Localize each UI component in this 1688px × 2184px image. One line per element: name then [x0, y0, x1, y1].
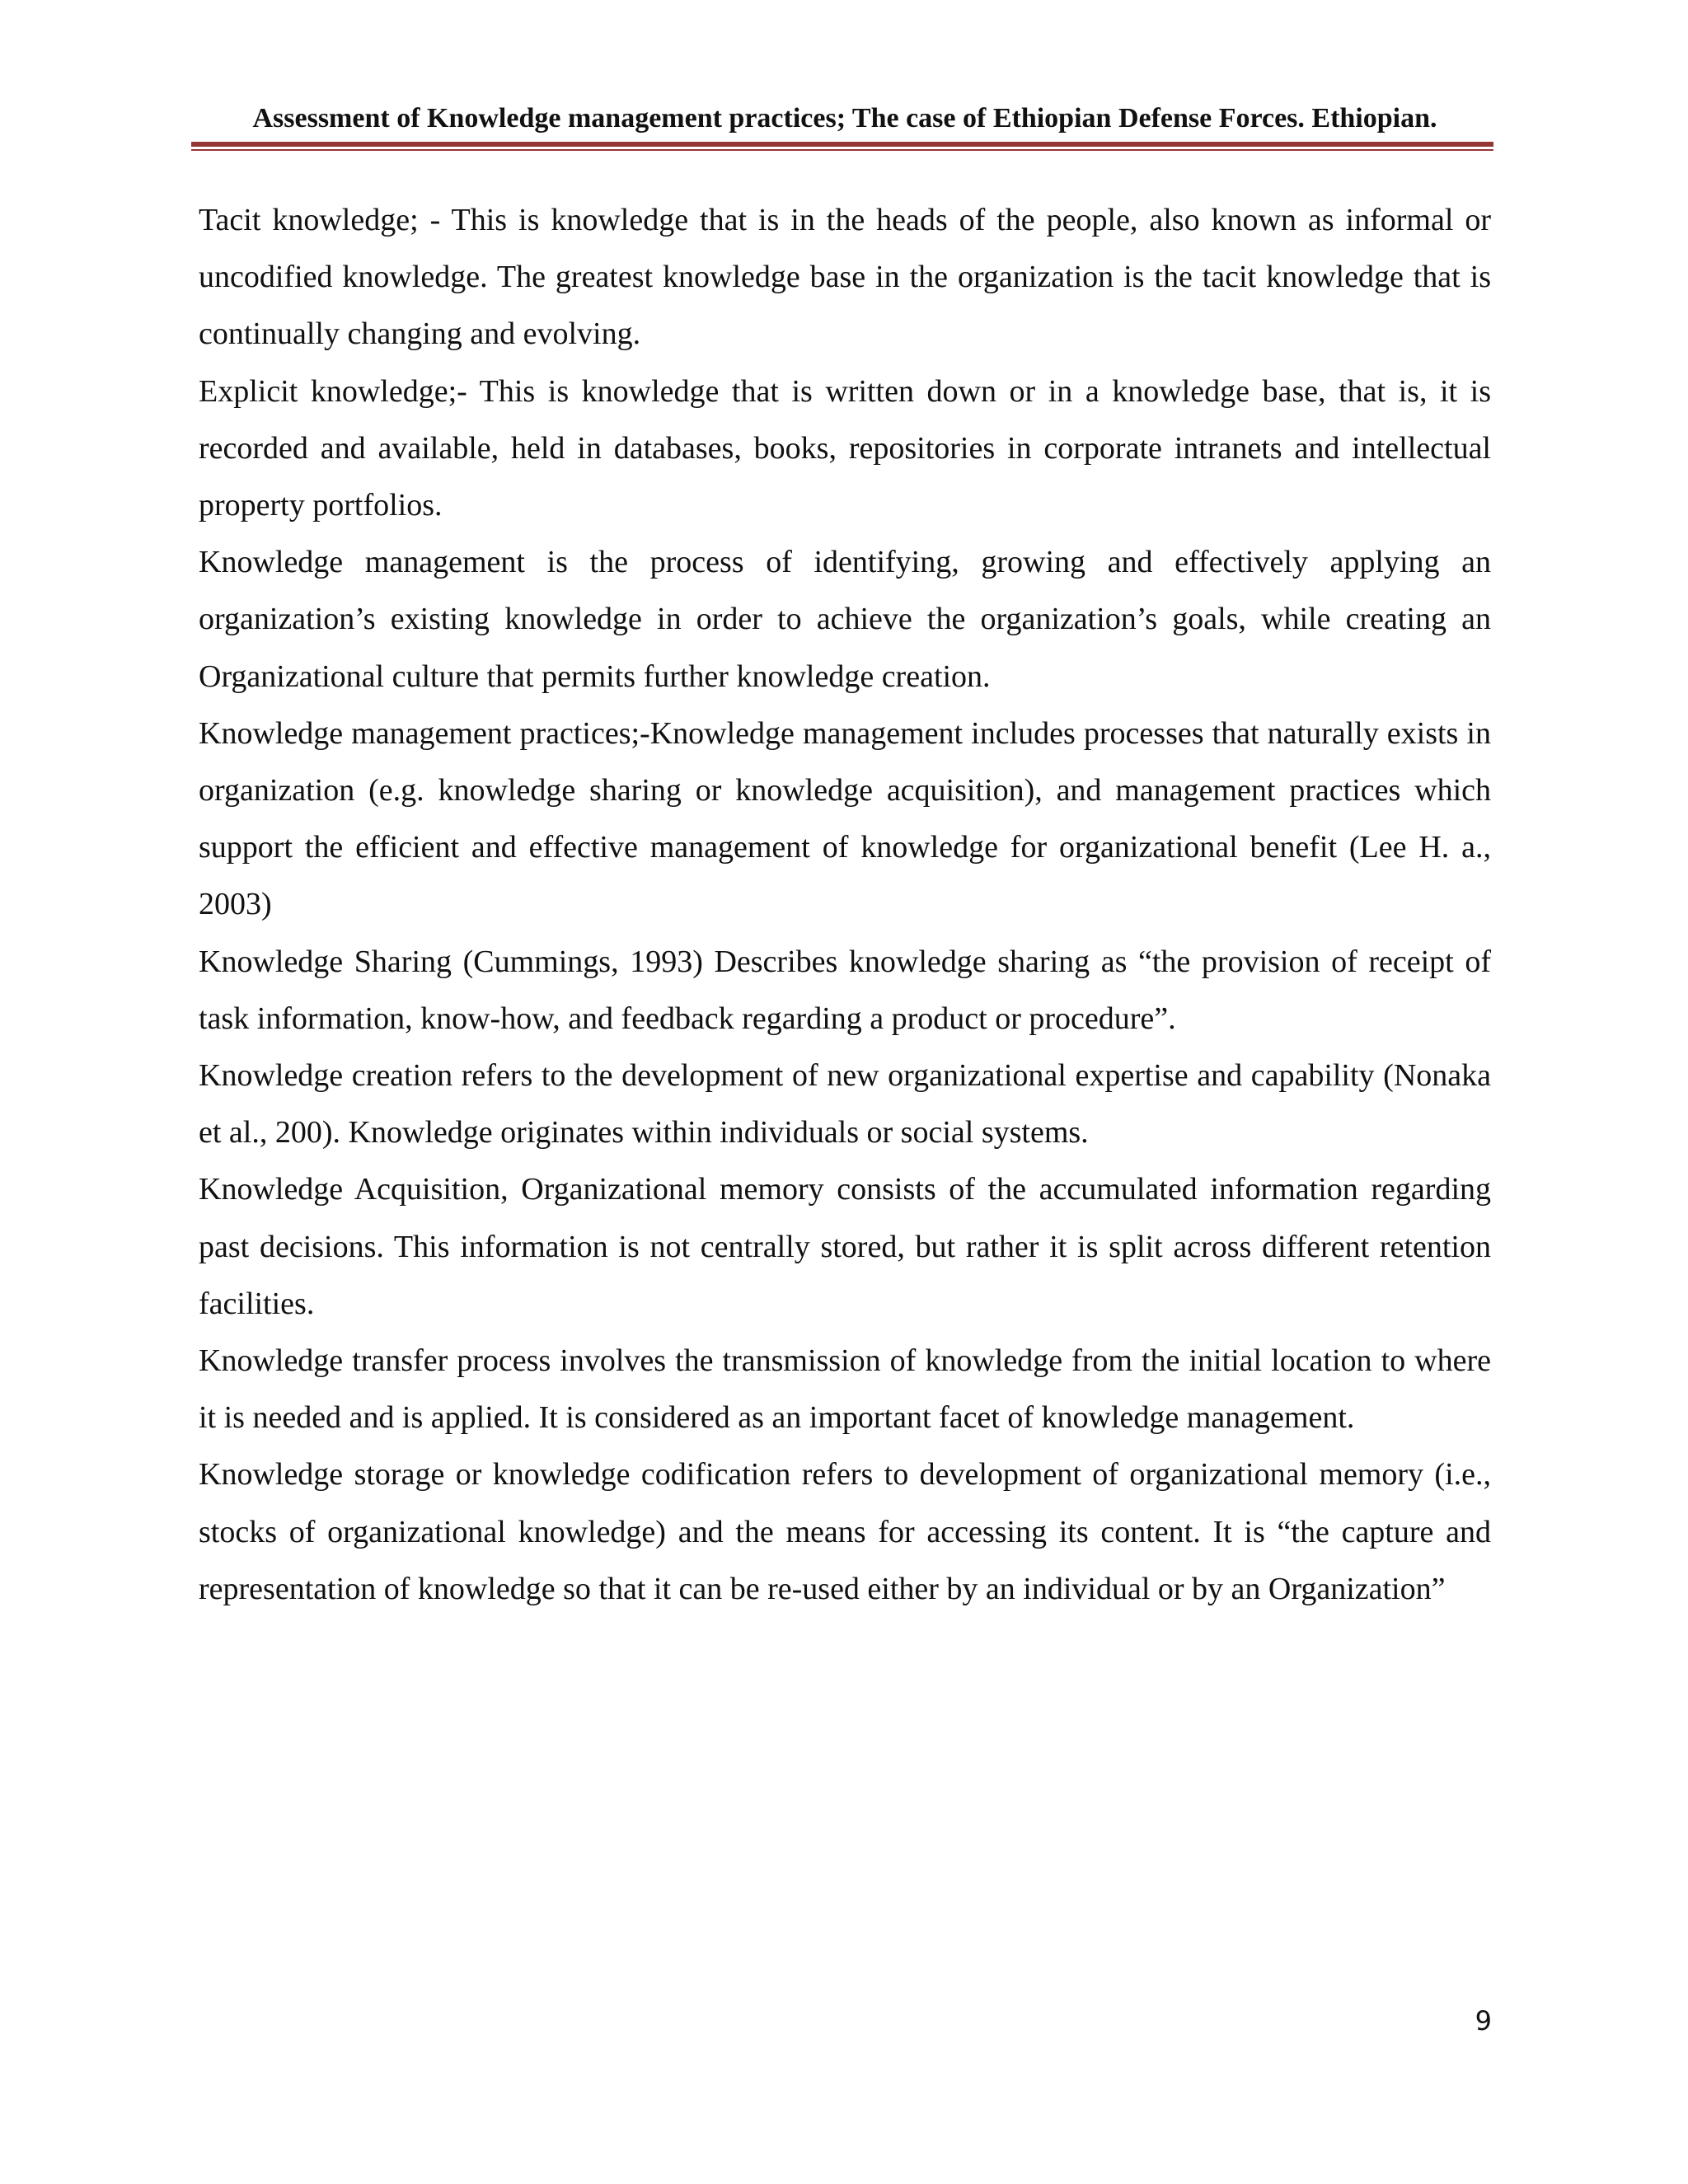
- running-header: Assessment of Knowledge management practices; The case of Ethiopian Defense Forces. Ethiopian.: [252, 103, 1437, 134]
- paragraph-knowledge-management: Knowledge management is the process of identifying, growing and effectively applying an organization’s existing knowledge in order to achieve the organization’s goals, while creating an Organizational culture that permits further knowledge creation.: [199, 545, 1491, 694]
- paragraph-knowledge-management-practices: Knowledge management practices;-Knowledge management includes processes that naturally exists in organization (e.g. knowledge sharing or knowledge acquisition), and management practices which support the efficient and effective management of knowledge for organizational benefit (Lee H. a., 2003): [199, 715, 1491, 922]
- paragraph-knowledge-transfer: Knowledge transfer process involves the transmission of knowledge from the initial location to where it is needed and is applied. It is considered as an important facet of knowledge management.: [199, 1343, 1491, 1436]
- header-rule-thick: [191, 142, 1493, 147]
- paragraph-knowledge-creation: Knowledge creation refers to the development of new organizational expertise and capability (Nonaka et al., 200). Knowledge originates within individuals or social systems.: [199, 1058, 1491, 1151]
- paragraph-explicit-knowledge: Explicit knowledge;- This is knowledge that is written down or in a knowledge base, that is, it is recorded and available, held in databases, books, repositories in corporate intranets and intellectual property portfolios.: [199, 373, 1491, 523]
- page-number: 9: [1475, 2005, 1492, 2036]
- paragraph-knowledge-sharing: Knowledge Sharing (Cummings, 1993) Describes knowledge sharing as “the provision of receipt of task information, know-how, and feedback regarding a product or procedure”.: [199, 944, 1491, 1036]
- paragraph-knowledge-storage: Knowledge storage or knowledge codification refers to development of organizational memory (i.e., stocks of organizational knowledge) and the means for accessing its content. It is “the capture and representation of knowledge so that it can be re-used either by an individual or by an Organization”: [199, 1457, 1491, 1606]
- header-rule-thin: [191, 149, 1493, 151]
- body-text: [199, 192, 1491, 1618]
- paragraph-knowledge-acquisition: Knowledge Acquisition, Organizational memory consists of the accumulated information regarding past decisions. This information is not centrally stored, but rather it is split across different retention facilities.: [199, 1172, 1491, 1321]
- paragraph-tacit-knowledge: Tacit knowledge; - This is knowledge that is in the heads of the people, also known as informal or uncodified knowledge. The greatest knowledge base in the organization is the tacit knowledge that is continually changing and evolving.: [199, 203, 1491, 352]
